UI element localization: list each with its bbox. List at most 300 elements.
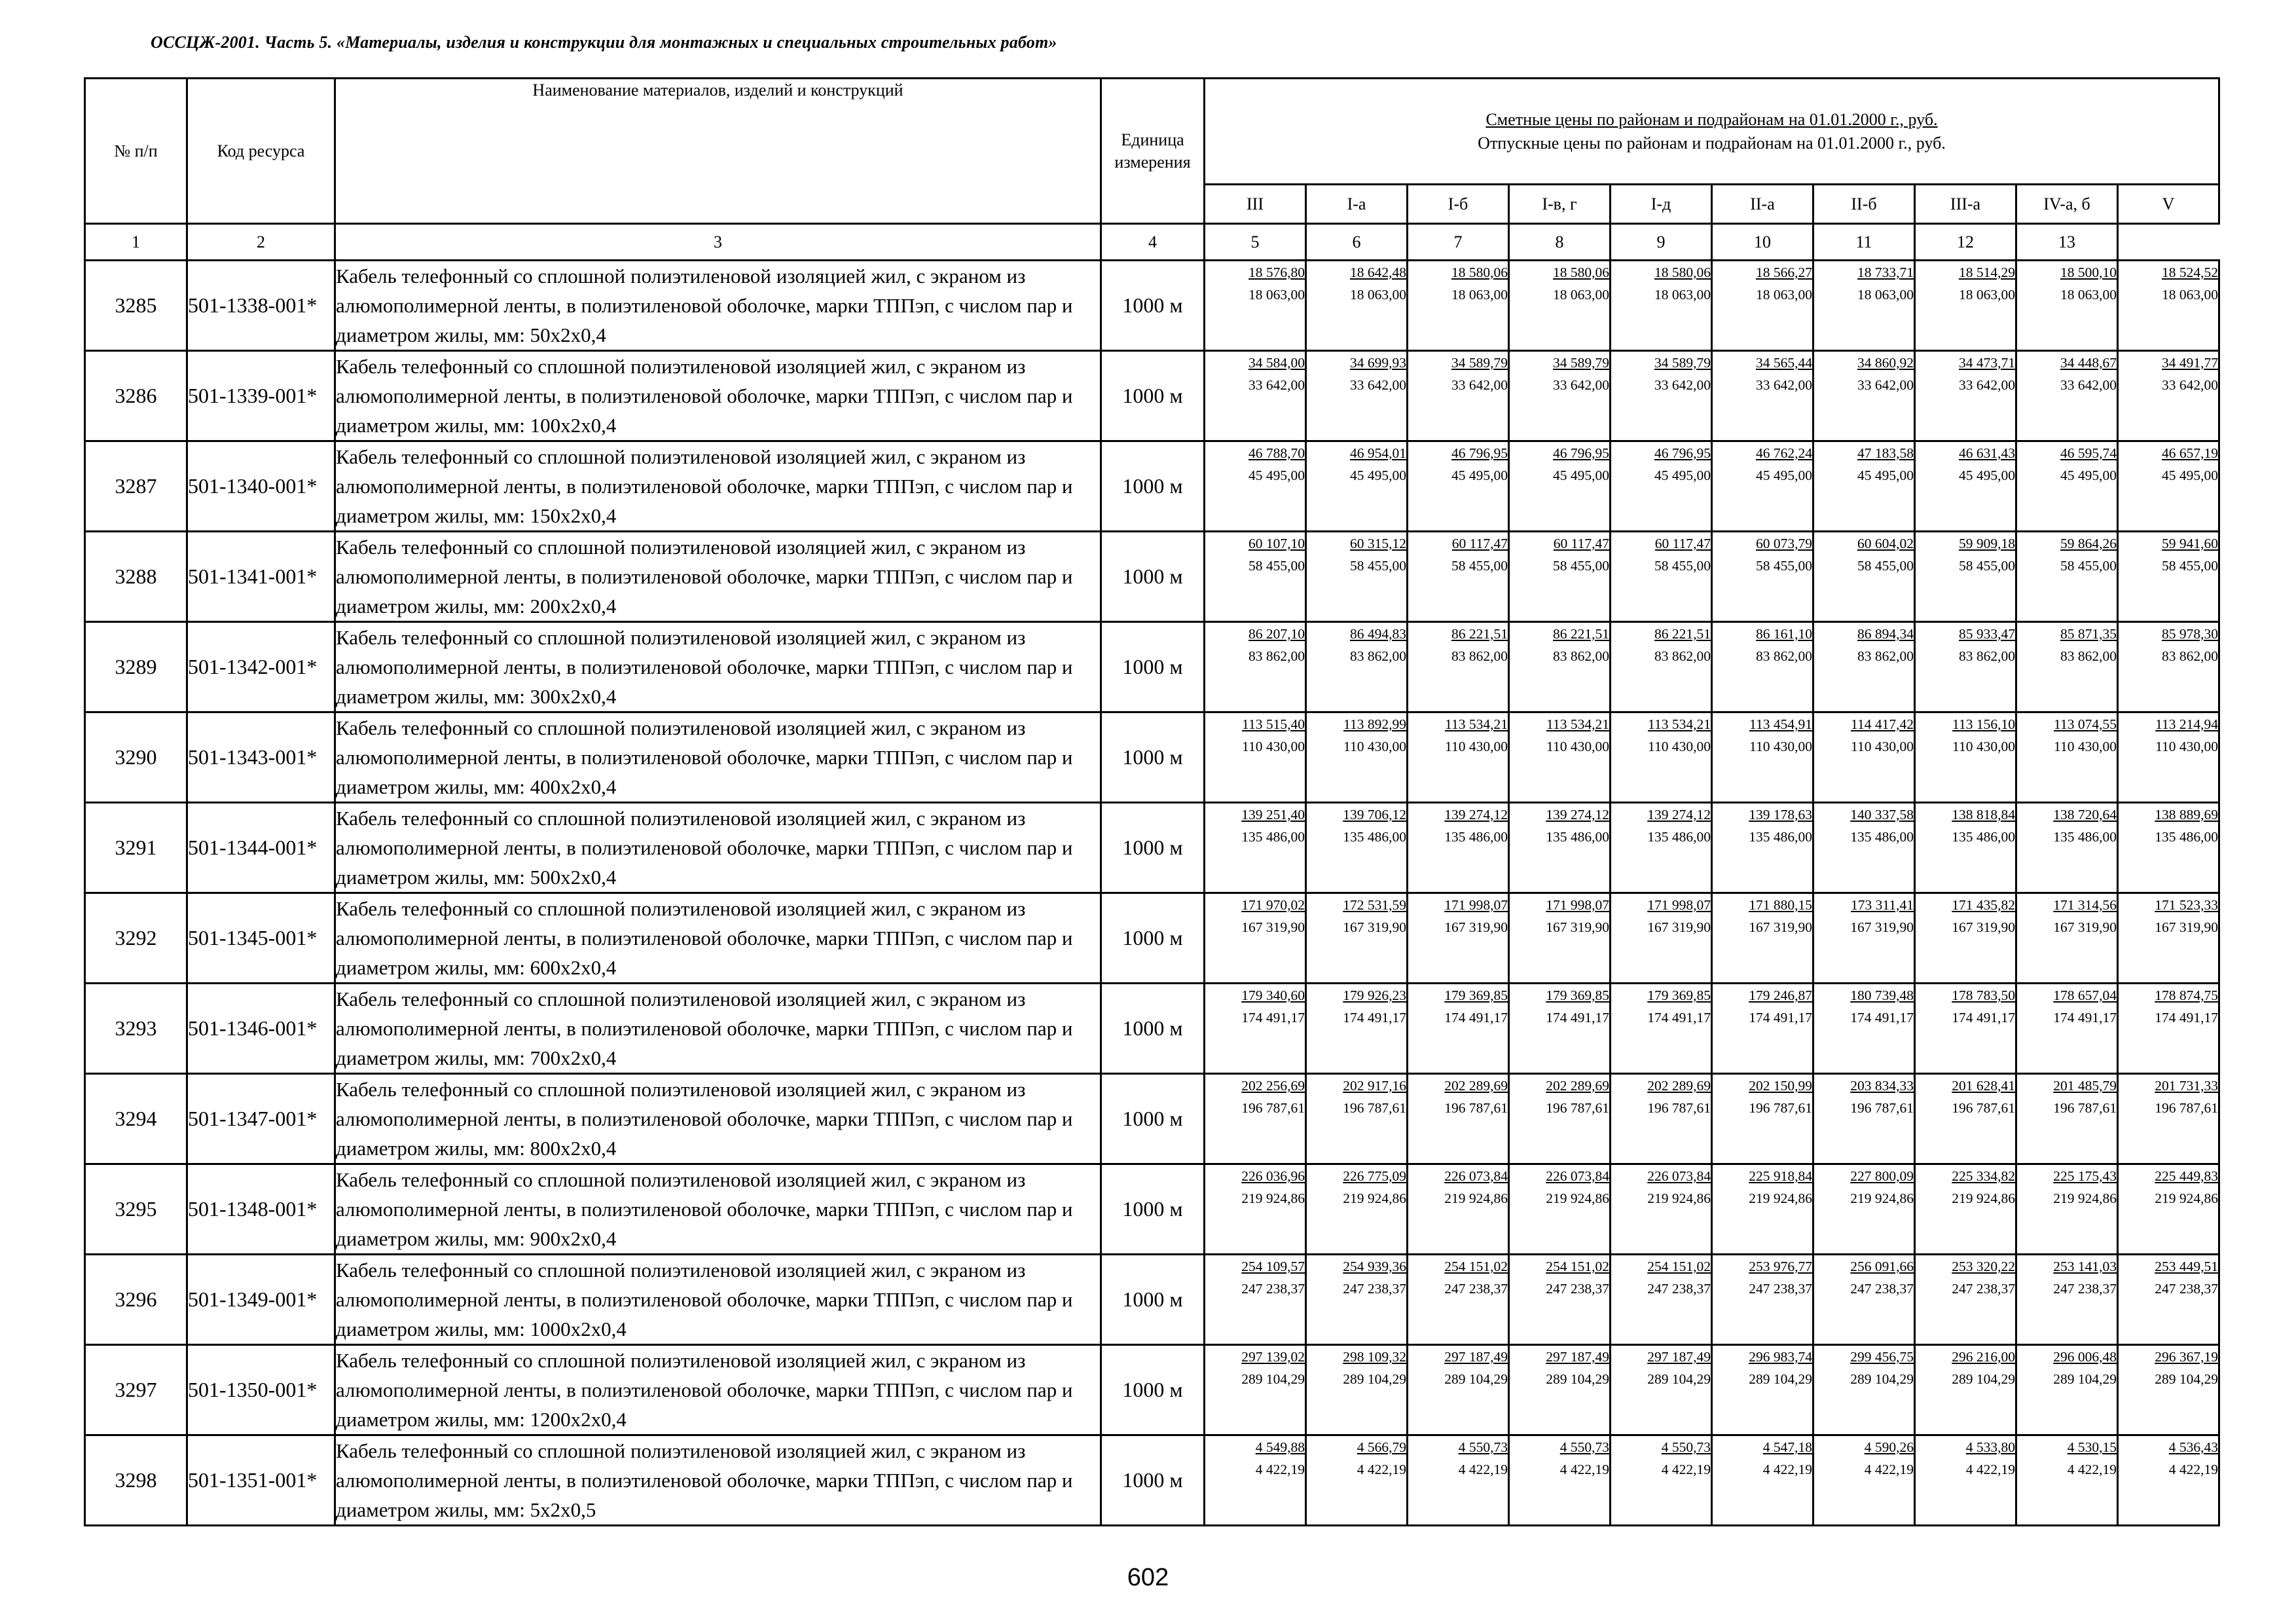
release-price: 196 787,61: [2155, 1100, 2219, 1116]
column-number: 2: [187, 224, 335, 261]
release-price: 196 787,61: [1850, 1100, 1914, 1116]
estimate-price: 296 367,19: [2155, 1349, 2219, 1365]
price-cell: [1408, 1164, 1509, 1255]
estimate-price: 85 871,35: [2060, 626, 2117, 642]
release-price: 4 422,19: [2168, 1462, 2219, 1477]
estimate-price: 18 642,48: [1350, 265, 1406, 280]
estimate-price: 59 909,18: [1959, 536, 2015, 551]
table-row: [85, 712, 2219, 803]
release-price: 247 238,37: [1343, 1281, 1406, 1297]
column-number: 11: [1813, 224, 1915, 261]
price-cell: [2118, 532, 2219, 622]
release-price: 219 924,86: [1241, 1190, 1305, 1206]
estimate-price: 18 576,80: [1248, 265, 1305, 280]
estimate-price: 60 117,47: [1654, 536, 1711, 551]
unit-of-measure: 1000 м: [1101, 712, 1205, 803]
release-price: 289 104,29: [1647, 1371, 1711, 1387]
estimate-price: 46 788,70: [1248, 445, 1305, 461]
estimate-price: 86 161,10: [1756, 626, 1812, 642]
estimate-price: 172 531,59: [1343, 897, 1406, 913]
estimate-price: 139 706,12: [1343, 807, 1406, 822]
release-price: 196 787,61: [2053, 1100, 2117, 1116]
release-price: 18 063,00: [1959, 287, 2015, 303]
release-price: 167 319,90: [2155, 919, 2219, 935]
price-cell: [1306, 712, 1408, 803]
release-price: 58 455,00: [1959, 558, 2015, 574]
estimate-price: 34 473,71: [1959, 355, 2015, 371]
price-cell: [1408, 712, 1509, 803]
price-cell: [1408, 1074, 1509, 1164]
release-price: 18 063,00: [2162, 287, 2219, 303]
release-price: 58 455,00: [1350, 558, 1406, 574]
table-row: [85, 803, 2219, 893]
release-price: 219 924,86: [1546, 1190, 1609, 1206]
estimate-price: 18 580,06: [1654, 265, 1711, 280]
estimate-price: 297 187,49: [1444, 1349, 1508, 1365]
estimate-price: 86 207,10: [1248, 626, 1305, 642]
release-price: 167 319,90: [1850, 919, 1914, 935]
release-price: 4 422,19: [1661, 1462, 1711, 1477]
release-price: 167 319,90: [1647, 919, 1711, 935]
price-cell: [1712, 893, 1813, 984]
resource-code: 501-1341-001*: [187, 532, 335, 622]
region-header: I-в, г: [1509, 185, 1611, 224]
price-cell: [2016, 351, 2118, 441]
release-price: 110 430,00: [1242, 739, 1305, 754]
release-price: 110 430,00: [2155, 739, 2219, 754]
price-cell: [1813, 1164, 1915, 1255]
column-number: 7: [1408, 224, 1509, 261]
col-header-unit-line2: измерения: [1114, 152, 1191, 172]
release-price: 58 455,00: [1857, 558, 1914, 574]
price-cell: [1611, 441, 1712, 532]
estimate-price: 113 074,55: [2054, 716, 2117, 732]
material-name: Кабель телефонный со сплошной полиэтиленовой изоляцией жил, с экраном из алюмополимерной ленты, в полиэтиленовой оболочке, марки ТППэп, с числом пар и диаметром жилы, мм: 500х2х0,4: [335, 803, 1101, 893]
price-cell: [1611, 712, 1712, 803]
release-price: 247 238,37: [1546, 1281, 1609, 1297]
price-cell: [2118, 1255, 2219, 1345]
release-price: 219 924,86: [1343, 1190, 1406, 1206]
release-price: 219 924,86: [2053, 1190, 2117, 1206]
estimate-price: 139 274,12: [1546, 807, 1609, 822]
release-price: 247 238,37: [1952, 1281, 2015, 1297]
price-cell: [1712, 803, 1813, 893]
release-price: 196 787,61: [1343, 1100, 1406, 1116]
price-cell: [1611, 622, 1712, 712]
estimate-price: 138 818,84: [1952, 807, 2015, 822]
price-cell: [1205, 351, 1306, 441]
estimate-price: 180 739,48: [1850, 987, 1914, 1003]
resource-code: 501-1348-001*: [187, 1164, 335, 1255]
estimate-price: 113 534,21: [1546, 716, 1609, 732]
material-name: Кабель телефонный со сплошной полиэтиленовой изоляцией жил, с экраном из алюмополимерной ленты, в полиэтиленовой оболочке, марки ТППэп, с числом пар и диаметром жилы, мм: 400х2х0,4: [335, 712, 1101, 803]
estimate-price: 171 435,82: [1952, 897, 2015, 913]
estimate-price: 253 320,22: [1952, 1259, 2015, 1274]
unit-of-measure: 1000 м: [1101, 261, 1205, 351]
price-cell: [1509, 532, 1611, 622]
release-price: 83 862,00: [2060, 648, 2117, 664]
release-price: 83 862,00: [2162, 648, 2219, 664]
unit-of-measure: 1000 м: [1101, 622, 1205, 712]
price-cell: [1509, 803, 1611, 893]
resource-code: 501-1345-001*: [187, 893, 335, 984]
release-price: 83 862,00: [1959, 648, 2015, 664]
estimate-price: 254 109,57: [1241, 1259, 1305, 1274]
row-number: 3286: [85, 351, 187, 441]
estimate-price: 34 491,77: [2162, 355, 2219, 371]
price-cell: [1611, 1164, 1712, 1255]
price-cell: [2118, 622, 2219, 712]
region-header: I-а: [1306, 185, 1408, 224]
estimate-price: 171 970,02: [1241, 897, 1305, 913]
column-number: 6: [1306, 224, 1408, 261]
price-cell: [1611, 351, 1712, 441]
price-cell: [1611, 803, 1712, 893]
estimate-price: 201 731,33: [2155, 1078, 2219, 1094]
release-price: 45 495,00: [1654, 468, 1711, 483]
estimate-price: 46 796,95: [1654, 445, 1711, 461]
release-price: 219 924,86: [1444, 1190, 1508, 1206]
price-cell: [1509, 1345, 1611, 1435]
release-price: 167 319,90: [1343, 919, 1406, 935]
price-table: [84, 77, 2220, 1526]
price-cell: [2118, 261, 2219, 351]
estimate-price: 60 117,47: [1553, 536, 1609, 551]
row-number: 3294: [85, 1074, 187, 1164]
region-header: IV-а, б: [2016, 185, 2118, 224]
price-cell: [1509, 1074, 1611, 1164]
release-price: 247 238,37: [1647, 1281, 1711, 1297]
row-number: 3290: [85, 712, 187, 803]
material-name: Кабель телефонный со сплошной полиэтиленовой изоляцией жил, с экраном из алюмополимерной ленты, в полиэтиленовой оболочке, марки ТППэп, с числом пар и диаметром жилы, мм: 150х2х0,4: [335, 441, 1101, 532]
resource-code: 501-1351-001*: [187, 1435, 335, 1526]
price-cell: [1712, 1345, 1813, 1435]
release-price: 18 063,00: [1756, 287, 1812, 303]
row-number: 3292: [85, 893, 187, 984]
table-row: [85, 984, 2219, 1074]
price-cell: [1408, 351, 1509, 441]
release-price: 33 642,00: [2060, 377, 2117, 393]
price-cell: [1408, 803, 1509, 893]
release-price: 219 924,86: [1952, 1190, 2015, 1206]
estimate-price: 296 983,74: [1749, 1349, 1812, 1365]
price-cell: [1408, 1255, 1509, 1345]
estimate-price: 226 073,84: [1444, 1168, 1508, 1184]
price-cell: [1509, 441, 1611, 532]
release-price: 289 104,29: [1952, 1371, 2015, 1387]
price-cell: [2118, 712, 2219, 803]
release-price: 247 238,37: [1850, 1281, 1914, 1297]
row-number: 3291: [85, 803, 187, 893]
region-header: I-б: [1408, 185, 1509, 224]
estimate-price: 225 918,84: [1749, 1168, 1812, 1184]
estimate-price: 47 183,58: [1857, 445, 1914, 461]
price-cell: [1205, 712, 1306, 803]
price-cell: [2016, 532, 2118, 622]
estimate-price: 18 566,27: [1756, 265, 1812, 280]
row-number: 3298: [85, 1435, 187, 1526]
release-price: 135 486,00: [2053, 829, 2117, 845]
estimate-price: 34 589,79: [1654, 355, 1711, 371]
release-price: 58 455,00: [1451, 558, 1508, 574]
price-cell: [1915, 893, 2016, 984]
estimate-price: 179 369,85: [1647, 987, 1711, 1003]
price-cell: [1813, 1255, 1915, 1345]
release-price: 247 238,37: [1749, 1281, 1812, 1297]
region-header: II-б: [1813, 185, 1915, 224]
release-price: 4 422,19: [1458, 1462, 1508, 1477]
release-price: 219 924,86: [2155, 1190, 2219, 1206]
release-price: 4 422,19: [1357, 1462, 1406, 1477]
estimate-price: 60 315,12: [1350, 536, 1406, 551]
release-price: 4 422,19: [1762, 1462, 1812, 1477]
column-number: 12: [1915, 224, 2016, 261]
release-price: 45 495,00: [1857, 468, 1914, 483]
unit-of-measure: 1000 м: [1101, 532, 1205, 622]
col-header-unit-line1: Единица: [1121, 130, 1184, 149]
column-number: 5: [1205, 224, 1306, 261]
price-cell: [2016, 622, 2118, 712]
col-header-prices-estimate: Сметные цены по районам и подрайонам на 01.01.2000 г., руб.: [1485, 109, 1938, 129]
price-cell: [1509, 1164, 1611, 1255]
release-price: 58 455,00: [2060, 558, 2117, 574]
release-price: 83 862,00: [1857, 648, 1914, 664]
estimate-price: 297 187,49: [1546, 1349, 1609, 1365]
price-cell: [1205, 803, 1306, 893]
price-cell: [1915, 984, 2016, 1074]
estimate-price: 46 631,43: [1959, 445, 2015, 461]
price-cell: [1306, 532, 1408, 622]
release-price: 167 319,90: [1749, 919, 1812, 935]
column-number: 9: [1611, 224, 1712, 261]
estimate-price: 226 775,09: [1343, 1168, 1406, 1184]
price-cell: [1611, 261, 1712, 351]
price-cell: [1813, 1435, 1915, 1526]
estimate-price: 34 448,67: [2060, 355, 2117, 371]
release-price: 135 486,00: [1647, 829, 1711, 845]
estimate-price: 4 566,79: [1357, 1439, 1406, 1455]
price-cell: [1813, 1074, 1915, 1164]
price-cell: [1205, 893, 1306, 984]
estimate-price: 179 340,60: [1241, 987, 1305, 1003]
estimate-price: 178 783,50: [1952, 987, 2015, 1003]
release-price: 110 430,00: [1445, 739, 1508, 754]
estimate-price: 34 589,79: [1553, 355, 1609, 371]
estimate-price: 4 590,26: [1864, 1439, 1914, 1455]
price-cell: [1306, 1255, 1408, 1345]
estimate-price: 297 187,49: [1647, 1349, 1711, 1365]
release-price: 33 642,00: [1959, 377, 2015, 393]
estimate-price: 298 109,32: [1343, 1349, 1406, 1365]
col-header-prices: [1205, 79, 2219, 185]
column-number: 13: [2016, 224, 2118, 261]
resource-code: 501-1347-001*: [187, 1074, 335, 1164]
unit-of-measure: 1000 м: [1101, 893, 1205, 984]
release-price: 167 319,90: [1546, 919, 1609, 935]
unit-of-measure: 1000 м: [1101, 441, 1205, 532]
price-cell: [1611, 1255, 1712, 1345]
price-cell: [2118, 984, 2219, 1074]
resource-code: 501-1340-001*: [187, 441, 335, 532]
release-price: 174 491,17: [1647, 1010, 1711, 1025]
price-cell: [1915, 1164, 2016, 1255]
estimate-price: 140 337,58: [1850, 807, 1914, 822]
release-price: 174 491,17: [2053, 1010, 2117, 1025]
estimate-price: 225 334,82: [1952, 1168, 2015, 1184]
price-cell: [1408, 984, 1509, 1074]
row-number: 3288: [85, 532, 187, 622]
release-price: 58 455,00: [1756, 558, 1812, 574]
estimate-price: 178 657,04: [2053, 987, 2117, 1003]
material-name: Кабель телефонный со сплошной полиэтиленовой изоляцией жил, с экраном из алюмополимерной ленты, в полиэтиленовой оболочке, марки ТППэп, с числом пар и диаметром жилы, мм: 200х2х0,4: [335, 532, 1101, 622]
release-price: 135 486,00: [1444, 829, 1508, 845]
estimate-price: 60 073,79: [1756, 536, 1812, 551]
release-price: 110 430,00: [1952, 739, 2015, 754]
release-price: 289 104,29: [2053, 1371, 2117, 1387]
material-name: Кабель телефонный со сплошной полиэтиленовой изоляцией жил, с экраном из алюмополимерной ленты, в полиэтиленовой оболочке, марки ТППэп, с числом пар и диаметром жилы, мм: 50х2х0,4: [335, 261, 1101, 351]
price-cell: [1509, 984, 1611, 1074]
release-price: 58 455,00: [1654, 558, 1711, 574]
release-price: 4 422,19: [2067, 1462, 2117, 1477]
material-name: Кабель телефонный со сплошной полиэтиленовой изоляцией жил, с экраном из алюмополимерной ленты, в полиэтиленовой оболочке, марки ТППэп, с числом пар и диаметром жилы, мм: 800х2х0,4: [335, 1074, 1101, 1164]
release-price: 18 063,00: [1553, 287, 1609, 303]
column-number: 1: [85, 224, 187, 261]
column-number: 4: [1101, 224, 1205, 261]
price-cell: [1915, 803, 2016, 893]
release-price: 45 495,00: [1350, 468, 1406, 483]
price-cell: [1205, 261, 1306, 351]
table-row: [85, 532, 2219, 622]
release-price: 45 495,00: [1959, 468, 2015, 483]
estimate-price: 113 156,10: [1952, 716, 2015, 732]
price-cell: [1509, 351, 1611, 441]
estimate-price: 202 289,69: [1444, 1078, 1508, 1094]
estimate-price: 4 549,88: [1255, 1439, 1305, 1455]
release-price: 110 430,00: [1546, 739, 1609, 754]
price-cell: [2016, 1435, 2118, 1526]
estimate-price: 113 892,99: [1343, 716, 1406, 732]
estimate-price: 254 151,02: [1546, 1259, 1609, 1274]
column-number: 3: [335, 224, 1101, 261]
estimate-price: 86 894,34: [1857, 626, 1914, 642]
material-name: Кабель телефонный со сплошной полиэтиленовой изоляцией жил, с экраном из алюмополимерной ленты, в полиэтиленовой оболочке, марки ТППэп, с числом пар и диаметром жилы, мм: 5х2х0,5: [335, 1435, 1101, 1526]
table-row: [85, 1164, 2219, 1255]
table-row: [85, 441, 2219, 532]
estimate-price: 59 941,60: [2162, 536, 2219, 551]
estimate-price: 297 139,02: [1241, 1349, 1305, 1365]
region-header: III: [1205, 185, 1306, 224]
release-price: 289 104,29: [1241, 1371, 1305, 1387]
release-price: 4 422,19: [1559, 1462, 1609, 1477]
release-price: 247 238,37: [1241, 1281, 1305, 1297]
price-cell: [1915, 1255, 2016, 1345]
estimate-price: 253 141,03: [2053, 1259, 2117, 1274]
estimate-price: 178 874,75: [2155, 987, 2219, 1003]
estimate-price: 18 524,52: [2162, 265, 2219, 280]
price-cell: [2118, 441, 2219, 532]
release-price: 45 495,00: [2162, 468, 2219, 483]
price-cell: [1813, 532, 1915, 622]
estimate-price: 86 221,51: [1553, 626, 1609, 642]
region-header: I-д: [1611, 185, 1712, 224]
material-name: Кабель телефонный со сплошной полиэтиленовой изоляцией жил, с экраном из алюмополимерной ленты, в полиэтиленовой оболочке, марки ТППэп, с числом пар и диаметром жилы, мм: 700х2х0,4: [335, 984, 1101, 1074]
estimate-price: 173 311,41: [1851, 897, 1914, 913]
estimate-price: 18 500,10: [2060, 265, 2117, 280]
price-cell: [1306, 1435, 1408, 1526]
estimate-price: 171 880,15: [1749, 897, 1812, 913]
price-cell: [1205, 1345, 1306, 1435]
price-cell: [2016, 712, 2118, 803]
resource-code: 501-1349-001*: [187, 1255, 335, 1345]
estimate-price: 46 796,95: [1553, 445, 1609, 461]
release-price: 33 642,00: [1857, 377, 1914, 393]
release-price: 167 319,90: [2053, 919, 2117, 935]
estimate-price: 4 550,73: [1458, 1439, 1508, 1455]
price-cell: [1408, 1345, 1509, 1435]
release-price: 135 486,00: [1952, 829, 2015, 845]
estimate-price: 34 584,00: [1248, 355, 1305, 371]
estimate-price: 202 289,69: [1546, 1078, 1609, 1094]
resource-code: 501-1342-001*: [187, 622, 335, 712]
col-header-code: Код ресурса: [187, 79, 335, 224]
release-price: 174 491,17: [1343, 1010, 1406, 1025]
price-cell: [2016, 261, 2118, 351]
release-price: 58 455,00: [1553, 558, 1609, 574]
release-price: 4 422,19: [1965, 1462, 2015, 1477]
estimate-price: 202 917,16: [1343, 1078, 1406, 1094]
price-cell: [1509, 712, 1611, 803]
price-cell: [1408, 1435, 1509, 1526]
release-price: 289 104,29: [2155, 1371, 2219, 1387]
price-cell: [1915, 441, 2016, 532]
price-cell: [2118, 351, 2219, 441]
price-cell: [1712, 712, 1813, 803]
release-price: 174 491,17: [2155, 1010, 2219, 1025]
estimate-price: 34 699,93: [1350, 355, 1406, 371]
release-price: 247 238,37: [2155, 1281, 2219, 1297]
release-price: 33 642,00: [1248, 377, 1305, 393]
release-price: 33 642,00: [1451, 377, 1508, 393]
release-price: 110 430,00: [1343, 739, 1406, 754]
release-price: 18 063,00: [1857, 287, 1914, 303]
price-cell: [1813, 1345, 1915, 1435]
price-cell: [1611, 1345, 1712, 1435]
material-name: Кабель телефонный со сплошной полиэтиленовой изоляцией жил, с экраном из алюмополимерной ленты, в полиэтиленовой оболочке, марки ТППэп, с числом пар и диаметром жилы, мм: 100х2х0,4: [335, 351, 1101, 441]
release-price: 45 495,00: [1451, 468, 1508, 483]
estimate-price: 202 150,99: [1749, 1078, 1812, 1094]
unit-of-measure: 1000 м: [1101, 1435, 1205, 1526]
estimate-price: 59 864,26: [2060, 536, 2117, 551]
price-cell: [1813, 441, 1915, 532]
release-price: 196 787,61: [1952, 1100, 2015, 1116]
price-cell: [1712, 1074, 1813, 1164]
estimate-price: 46 954,01: [1350, 445, 1406, 461]
price-cell: [1915, 351, 2016, 441]
release-price: 58 455,00: [2162, 558, 2219, 574]
release-price: 83 862,00: [1654, 648, 1711, 664]
estimate-price: 227 800,09: [1850, 1168, 1914, 1184]
col-header-num: № п/п: [85, 79, 187, 224]
price-cell: [1611, 893, 1712, 984]
release-price: 33 642,00: [1553, 377, 1609, 393]
estimate-price: 253 449,51: [2155, 1259, 2219, 1274]
release-price: 174 491,17: [1749, 1010, 1812, 1025]
release-price: 135 486,00: [1241, 829, 1305, 845]
estimate-price: 86 494,83: [1350, 626, 1406, 642]
col-header-name: Наименование материалов, изделий и конструкций: [335, 79, 1101, 224]
estimate-price: 86 221,51: [1654, 626, 1711, 642]
release-price: 247 238,37: [2053, 1281, 2117, 1297]
